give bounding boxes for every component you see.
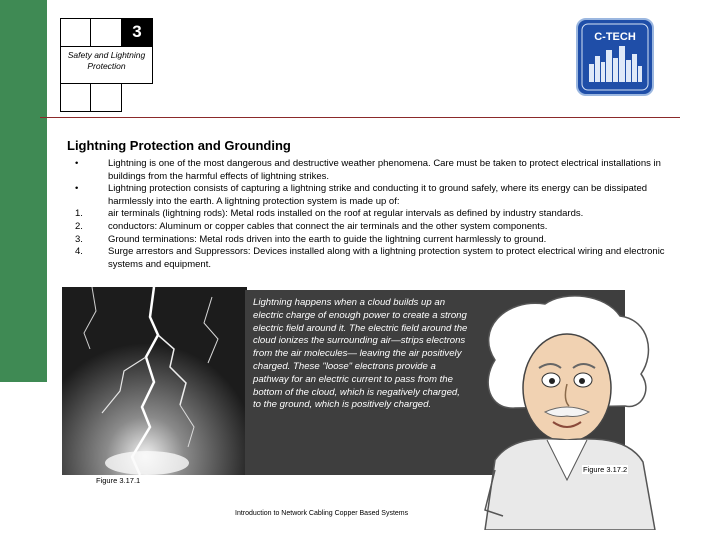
chalkboard-text: Lightning happens when a cloud builds up an electric charge of enough power to create a strong electric field around it. The electric field around the cloud ionizes the surrounding air—strips electrons from the air molecules— leaving the air positively charged. These "loose" electrons provide a pathway for an electric current to pass from the bottom of the cloud, which is negatively charged, to the ground, which is positively charged. (253, 297, 468, 411)
chapter-cell (90, 18, 122, 47)
left-accent-bar (0, 0, 47, 382)
list-number: 1. (75, 208, 83, 220)
c-tech-logo (576, 18, 654, 96)
figure-2-caption: Figure 3.17.2 (583, 465, 628, 474)
chapter-cell (60, 18, 91, 47)
list-item (75, 208, 675, 221)
chapter-number: 3 (121, 18, 153, 46)
header-rule (40, 117, 680, 118)
chapter-cell (60, 83, 91, 112)
lightning-photo (62, 287, 247, 475)
list-number: 4. (75, 246, 83, 258)
figure-1-caption: Figure 3.17.1 (96, 476, 141, 485)
einstein-cartoon (455, 290, 675, 530)
bullet: • (75, 183, 79, 195)
chapter-label: Safety and Lightning Protection (60, 46, 153, 84)
list-item-text: air terminals (lightning rods): Metal rods installed on the roof at regular intervals as defined by industry standards. (108, 208, 584, 220)
list-item (75, 158, 675, 183)
list-item-text: Lightning is one of the most dangerous and destructive weather phenomena. Care must be taken to protect electrical installations in buildings from the harmful effects of lightning strikes. (108, 158, 661, 182)
list-item (75, 183, 675, 208)
chapter-cell (90, 83, 122, 112)
list-item-text: conductors: Aluminum or copper cables that connect the air terminals and the other system components. (108, 220, 548, 232)
footer-text: Introduction to Network Cabling Copper Based Systems (235, 510, 409, 517)
logo-text: C-TECH (594, 31, 636, 43)
list-item-text: Surge arrestors and Suppressors: Devices installed along with a lightning protection system to protect electrical wiring and electronic systems and equipment. (108, 246, 665, 270)
list-item (75, 221, 675, 234)
slide-title: Lightning Protection and Grounding (67, 138, 291, 153)
bullet: • (75, 158, 79, 169)
list-item-text: Lightning protection consists of capturing a lightning strike and conducting it to ground safely, where its energy can be dissipated harmlessly into the earth. A lightning protection system is made up of: (108, 183, 648, 207)
content-list (75, 158, 675, 271)
list-item-text: Ground terminations: Metal rods driven into the earth to guide the lightning current harmlessly to ground. (108, 233, 547, 245)
list-item (75, 246, 675, 271)
list-item (75, 234, 675, 247)
list-number: 3. (75, 233, 83, 245)
list-number: 2. (75, 220, 83, 232)
